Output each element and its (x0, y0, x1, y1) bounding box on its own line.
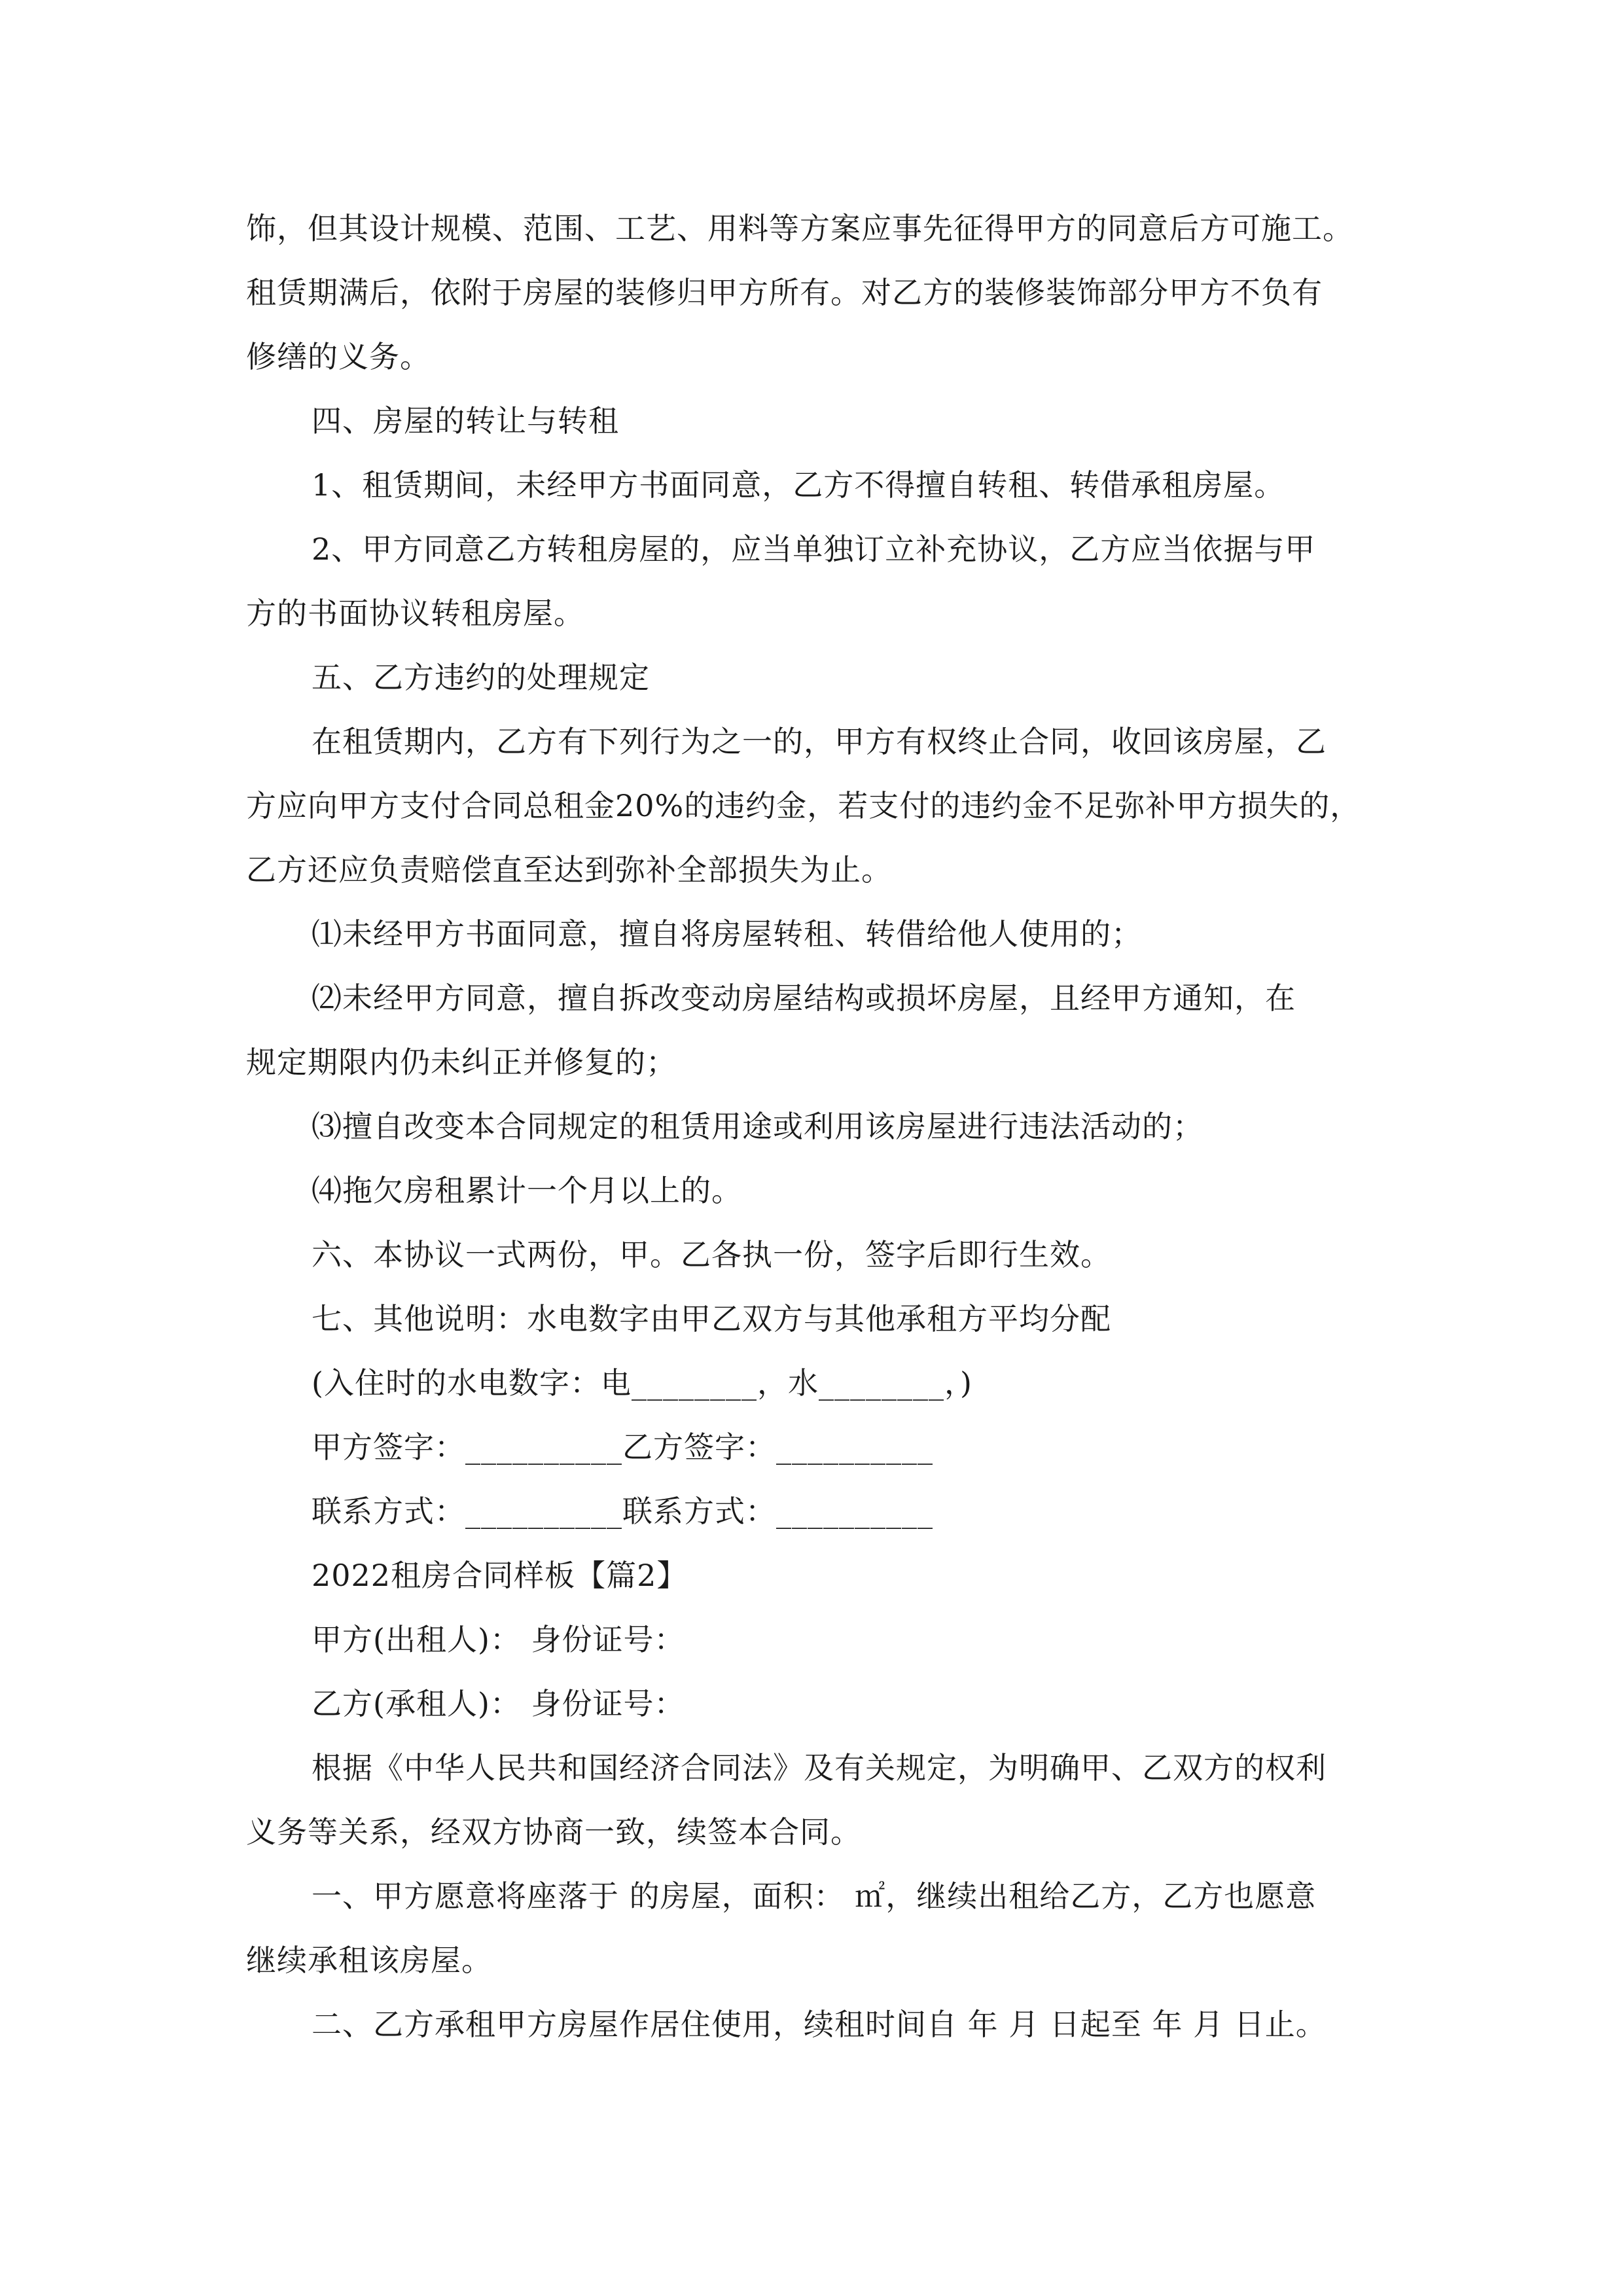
text-line: 修缮的义务。 (246, 339, 431, 374)
text-line: 义务等关系，经双方协商一致，续签本合同。 (246, 1814, 861, 1850)
text-line: ⑷拖欠房租累计一个月以上的。 (312, 1173, 742, 1208)
text-line: 四、房屋的转让与转租 (312, 403, 619, 439)
text-line: 联系方式：__________联系方式：__________ (312, 1494, 933, 1529)
text-line: 一、甲方愿意将座落于 的房屋，面积： ㎡，继续出租给乙方，乙方也愿意 (312, 1878, 1317, 1914)
text-line: 甲方(出租人)： 身份证号： (312, 1622, 685, 1657)
text-line: ⑶擅自改变本合同规定的租赁用途或利用该房屋进行违法活动的； (312, 1109, 1204, 1144)
text-line: 租赁期满后，依附于房屋的装修归甲方所有。对乙方的装修装饰部分甲方不负有 (246, 275, 1323, 310)
text-line: 2022租房合同样板【篇2】 (312, 1558, 688, 1593)
text-line: 在租赁期内，乙方有下列行为之一的，甲方有权终止合同，收回该房屋，乙 (312, 724, 1327, 759)
text-line: 五、乙方违约的处理规定 (312, 660, 650, 695)
text-line: 方应向甲方支付合同总租金20%的违约金，若支付的违约金不足弥补甲方损失的， (246, 788, 1361, 823)
text-line: 根据《中华人民共和国经济合同法》及有关规定，为明确甲、乙双方的权利 (312, 1750, 1327, 1785)
text-line: 饰，但其设计规模、范围、工艺、用料等方案应事先征得甲方的同意后方可施工。 (246, 211, 1353, 246)
text-line: 七、其他说明：水电数字由甲乙双方与其他承租方平均分配 (312, 1301, 1111, 1336)
document-page (246, 196, 1378, 2056)
text-line: 继续承租该房屋。 (246, 1943, 492, 1978)
text-line: 方的书面协议转租房屋。 (246, 596, 584, 631)
text-line: 乙方还应负责赔偿直至达到弥补全部损失为止。 (246, 852, 892, 888)
text-line: 2、甲方同意乙方转租房屋的，应当单独订立补充协议，乙方应当依据与甲 (312, 531, 1316, 567)
text-line: (入住时的水电数字：电________，水________，) (312, 1365, 972, 1401)
text-line: 二、乙方承租甲方房屋作居住使用，续租时间自 年 月 日起至 年 月 日止。 (312, 2007, 1327, 2042)
text-line: 甲方签字：__________乙方签字：__________ (312, 1429, 933, 1465)
text-line: ⑵未经甲方同意，擅自拆改变动房屋结构或损坏房屋，且经甲方通知，在 (312, 980, 1296, 1016)
text-line: 六、本协议一式两份，甲。乙各执一份，签字后即行生效。 (312, 1237, 1111, 1272)
text-line: ⑴未经甲方书面同意，擅自将房屋转租、转借给他人使用的； (312, 916, 1142, 952)
text-line: 乙方(承租人)： 身份证号： (312, 1686, 685, 1721)
text-line: 1、租赁期间，未经甲方书面同意，乙方不得擅自转租、转借承租房屋。 (312, 467, 1285, 503)
text-line: 规定期限内仍未纠正并修复的； (246, 1045, 677, 1080)
